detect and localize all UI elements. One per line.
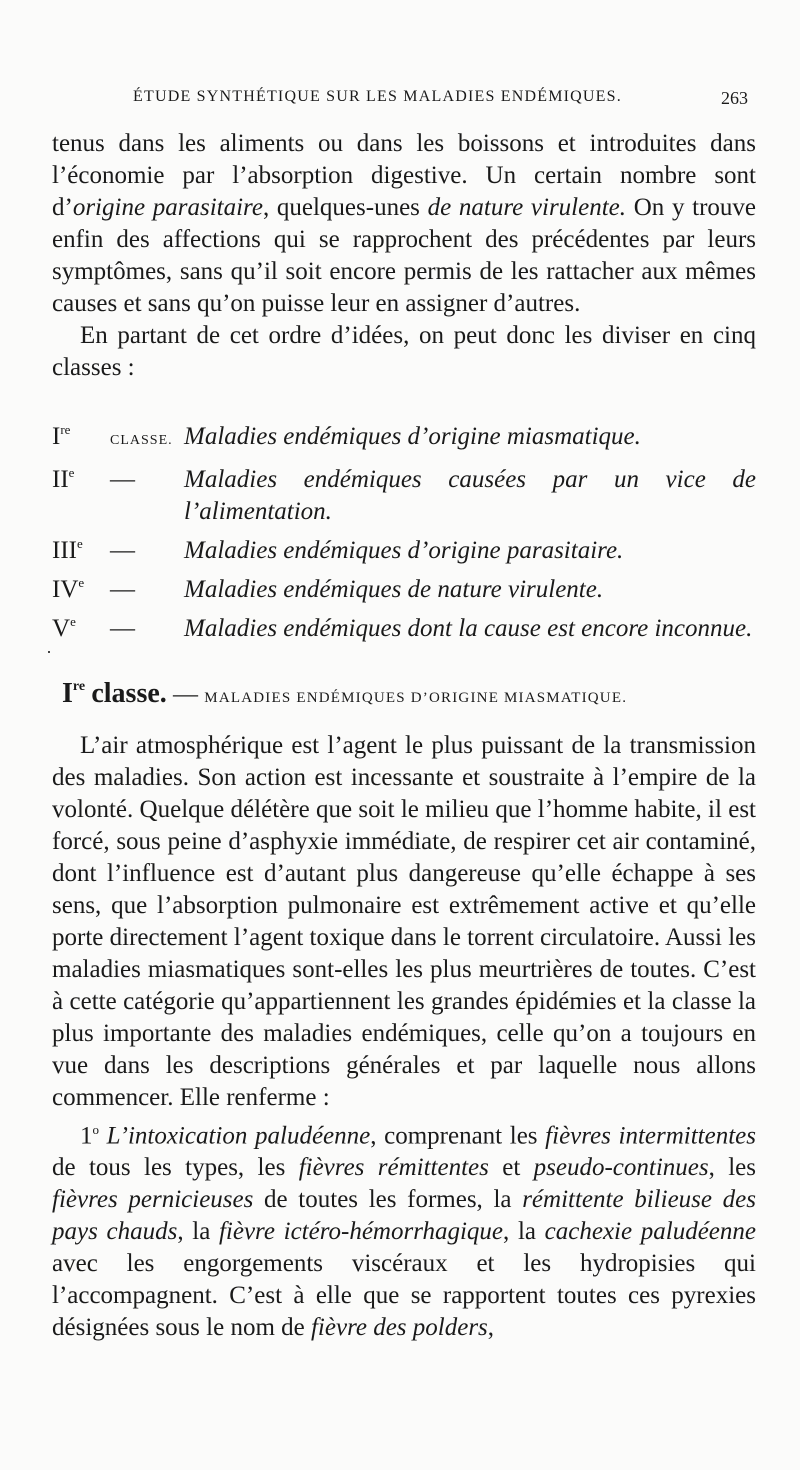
text-run: , quelques-unes [262, 194, 428, 221]
class-dash: — [110, 576, 135, 603]
class-item [52, 414, 756, 457]
paragraph-2: En partant de cet ordre d’idées, on peut donc les diviser en cinq classes : [52, 322, 756, 381]
class-text: Maladies endémiques de nature virulente. [184, 576, 604, 603]
class-item [52, 528, 756, 567]
class-number: Ve [52, 614, 76, 642]
class-dash: — [110, 537, 135, 564]
class-word: CLASSE. [110, 433, 173, 448]
class-text: Maladies endémiques d’origine parasitaire. [184, 537, 624, 564]
class-list [52, 414, 756, 645]
class-text: Maladies endémiques dont la cause est encore inconnue. [184, 615, 753, 642]
paragraph-3: L’air atmosphérique est l’agent le plus puissant de la transmission des maladies. Son action est incessante et soustraite à l’empire de la volonté. Quelque délétère que soit le milieu que l’homme habite, il est forcé, sous peine d’asphyxie immédiate, de respirer cet air contaminé, dont l’influence est d’autant plus dangereuse qu’elle échappe à ses sens, que l’absorption pulmonaire est extrêmement active et qu’elle porte directement l’agent toxique dans le torrent circulatoire. Aussi les maladies miasmatiques sont-elles les plus meurtrières de toutes. C’est à cette catégorie qu’appartiennent les grandes épidémies et la classe la plus importante des maladies endémiques, celle qu’on a toujours en vue dans les descriptions générales et par laquelle nous allons commencer. Elle renferme : [52, 732, 756, 1111]
class-item [52, 606, 756, 645]
section-word: classe. [91, 678, 167, 709]
italic-run: de nature virulente. [427, 194, 627, 221]
dot-mark [48, 651, 50, 653]
section-dash: — [173, 681, 199, 708]
section-number-sup: re [72, 679, 86, 694]
class-number: IVe [52, 575, 85, 603]
page-number: 263 [721, 88, 748, 108]
paragraph-4: 1$^o$ L’intoxication paludéenne, comprenant les fièvres intermittentes de tous les types, les fièvres rémittentes et pseudo-continues, les fièvres pernicieuses de toutes les formes, la rémittente bilieuse des pays chauds, la fièvre ictéro-hémorrhagique, la cachexie paludéenne avec les engorgements viscéraux et les hydropisies qui l’accompagnent. C’est à elle que se rapportent toutes ces pyrexies désignées sous le nom de fièvre des polders, [52, 1122, 757, 1342]
class-dash: — [110, 615, 135, 642]
italic-run: origine parasitaire [72, 194, 263, 221]
section-title: MALADIES ENDÉMIQUES D’ORIGINE MIASMATIQUE. [204, 690, 628, 706]
class-text: Maladies endémiques causées par un vice de l’alimentation. [184, 466, 756, 525]
class-number: IIIe [52, 536, 83, 564]
class-dash: — [110, 466, 135, 493]
class-item [52, 567, 756, 606]
class-item [52, 457, 756, 528]
body-text [52, 128, 756, 1344]
class-number: IIe [52, 465, 75, 493]
section-heading [62, 671, 756, 714]
class-number: Ire [52, 422, 71, 450]
paragraph-1 [52, 128, 756, 320]
running-title: ÉTUDE SYNTHÉTIQUE SUR LES MALADIES ENDÉMIQUES. [133, 88, 622, 105]
class-text: Maladies endémiques d’origine miasmatique. [184, 423, 641, 450]
text-run: tenus dans les aliments ou dans les boissons et introduites dans l’économie par l’absorption digestive. Un certain nombre sont d’ [52, 130, 756, 221]
section-number: I [62, 678, 73, 709]
text-run: On y trouve enfin des affections qui se rapprochent des précédentes par leurs symptômes, sans qu’il soit encore permis de les rattacher aux mêmes causes et sans qu’on puisse leur en assigner d’autres. [52, 194, 756, 317]
